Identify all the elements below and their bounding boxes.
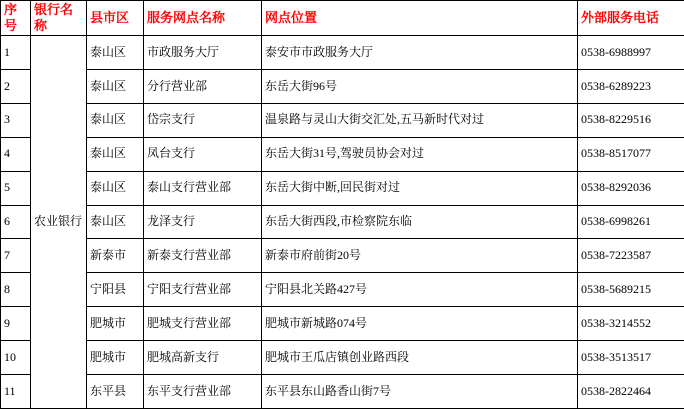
col-header-bank: 银行名称 xyxy=(31,1,87,36)
cell-location: 新泰市府前街20号 xyxy=(262,239,578,273)
col-header-branch: 服务网点名称 xyxy=(144,1,262,36)
table-row xyxy=(1,171,684,205)
cell-phone: 0538-6289223 xyxy=(578,69,684,103)
cell-branch: 龙泽支行 xyxy=(144,205,262,239)
cell-district: 新泰市 xyxy=(87,239,144,273)
table-row xyxy=(1,307,684,341)
cell-location: 宁阳县北关路427号 xyxy=(262,273,578,307)
cell-district: 泰山区 xyxy=(87,171,144,205)
cell-branch: 市政服务大厅 xyxy=(144,36,262,70)
cell-phone: 0538-5689215 xyxy=(578,273,684,307)
cell-phone: 0538-3513517 xyxy=(578,341,684,375)
col-header-district: 县市区 xyxy=(87,1,144,36)
cell-index: 9 xyxy=(1,307,31,341)
cell-branch: 新泰支行营业部 xyxy=(144,239,262,273)
cell-phone: 0538-8292036 xyxy=(578,171,684,205)
cell-district: 肥城市 xyxy=(87,307,144,341)
cell-branch: 泰山支行营业部 xyxy=(144,171,262,205)
cell-index: 5 xyxy=(1,171,31,205)
cell-district: 肥城市 xyxy=(87,341,144,375)
table-row xyxy=(1,205,684,239)
cell-index: 10 xyxy=(1,341,31,375)
col-header-location: 网点位置 xyxy=(262,1,578,36)
cell-index: 6 xyxy=(1,205,31,239)
cell-phone: 0538-2822464 xyxy=(578,375,684,409)
table-row xyxy=(1,103,684,137)
cell-location: 东平县东山路香山街7号 xyxy=(262,375,578,409)
table-row xyxy=(1,137,684,171)
cell-district: 东平县 xyxy=(87,375,144,409)
table-row xyxy=(1,36,684,70)
header-row xyxy=(1,1,684,36)
cell-branch: 肥城高新支行 xyxy=(144,341,262,375)
cell-district: 泰山区 xyxy=(87,69,144,103)
cell-index: 3 xyxy=(1,103,31,137)
cell-location: 肥城市王瓜店镇创业路西段 xyxy=(262,341,578,375)
cell-index: 11 xyxy=(1,375,31,409)
cell-location: 东岳大街96号 xyxy=(262,69,578,103)
cell-location: 肥城市新城路074号 xyxy=(262,307,578,341)
cell-location: 泰安市市政服务大厅 xyxy=(262,36,578,70)
cell-branch: 东平支行营业部 xyxy=(144,375,262,409)
col-header-index: 序号 xyxy=(1,1,31,36)
cell-branch: 肥城支行营业部 xyxy=(144,307,262,341)
cell-location: 东岳大街中断,回民街对过 xyxy=(262,171,578,205)
table-row xyxy=(1,375,684,409)
cell-district: 泰山区 xyxy=(87,103,144,137)
bank-name-cell: 农业银行 xyxy=(31,36,87,409)
table-row xyxy=(1,273,684,307)
cell-index: 7 xyxy=(1,239,31,273)
cell-phone: 0538-3214552 xyxy=(578,307,684,341)
table-row xyxy=(1,69,684,103)
cell-branch: 分行营业部 xyxy=(144,69,262,103)
col-header-phone: 外部服务电话 xyxy=(578,1,684,36)
cell-district: 宁阳县 xyxy=(87,273,144,307)
cell-district: 泰山区 xyxy=(87,205,144,239)
cell-location: 东岳大街西段,市检察院东临 xyxy=(262,205,578,239)
cell-location: 东岳大街31号,驾驶员协会对过 xyxy=(262,137,578,171)
table-row xyxy=(1,341,684,375)
cell-district: 泰山区 xyxy=(87,137,144,171)
cell-phone: 0538-7223587 xyxy=(578,239,684,273)
cell-index: 1 xyxy=(1,36,31,70)
cell-location: 温泉路与灵山大街交汇处,五马新时代对过 xyxy=(262,103,578,137)
table-row xyxy=(1,239,684,273)
cell-district: 泰山区 xyxy=(87,36,144,70)
cell-phone: 0538-8517077 xyxy=(578,137,684,171)
cell-phone: 0538-6998261 xyxy=(578,205,684,239)
cell-branch: 岱宗支行 xyxy=(144,103,262,137)
cell-phone: 0538-8229516 xyxy=(578,103,684,137)
cell-branch: 宁阳支行营业部 xyxy=(144,273,262,307)
cell-phone: 0538-6988997 xyxy=(578,36,684,70)
cell-index: 8 xyxy=(1,273,31,307)
cell-branch: 凤台支行 xyxy=(144,137,262,171)
cell-index: 2 xyxy=(1,69,31,103)
cell-index: 4 xyxy=(1,137,31,171)
